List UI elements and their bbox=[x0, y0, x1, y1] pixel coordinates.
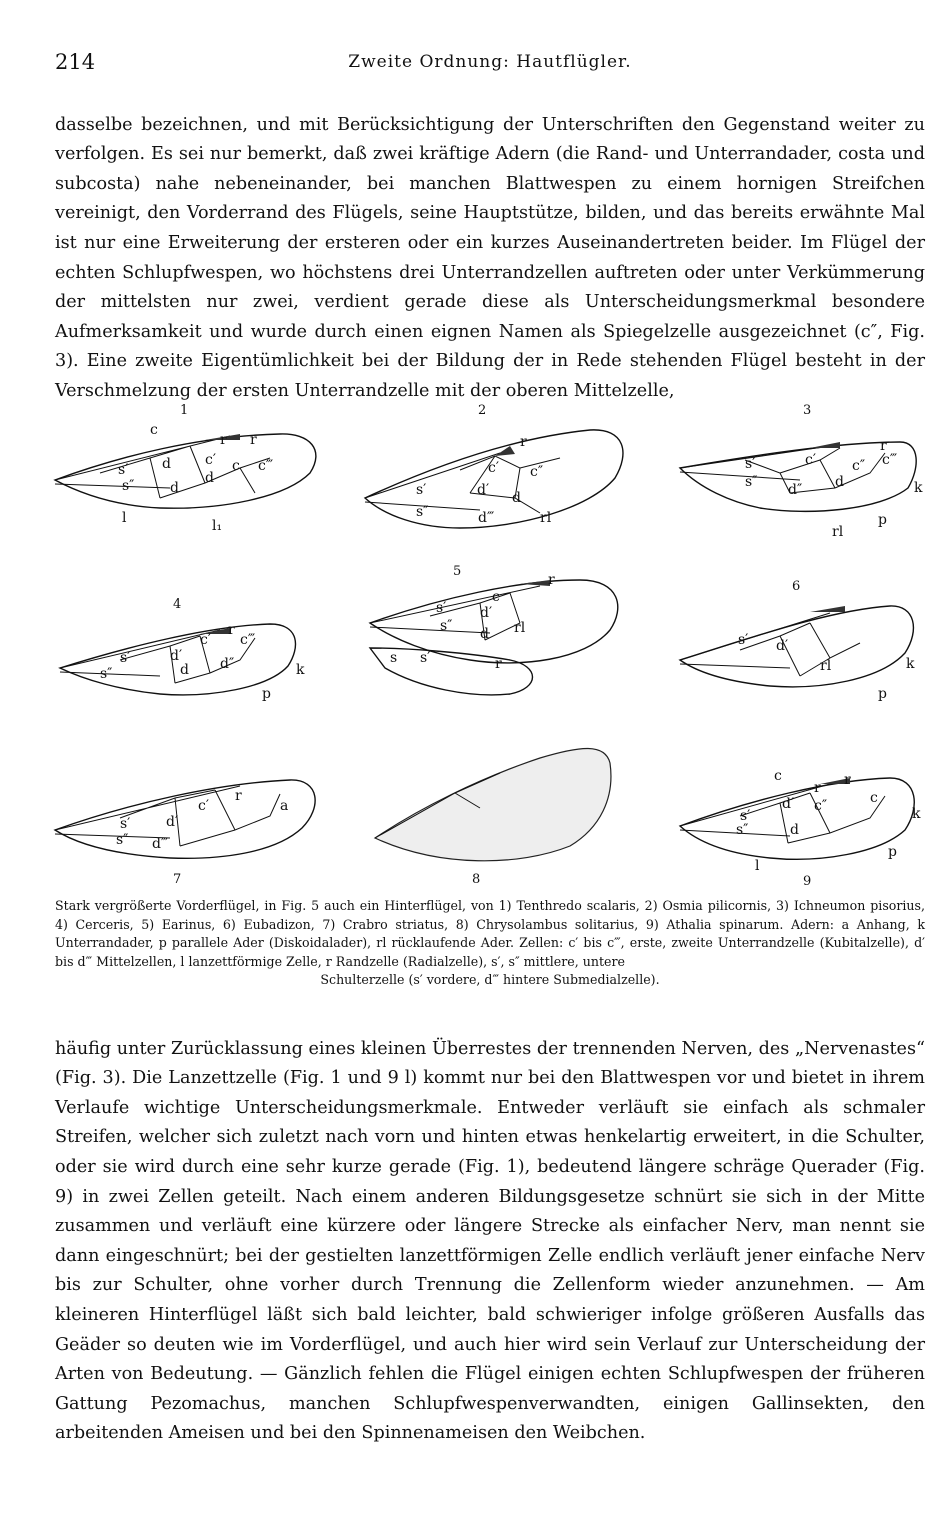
figure-9-wing bbox=[680, 768, 921, 889]
f2-label-d3: d‴ bbox=[478, 510, 495, 526]
figure-caption bbox=[55, 897, 925, 990]
f9-label-c: c bbox=[870, 790, 878, 806]
f1-label-c: c bbox=[150, 422, 158, 438]
f5-label-c: c bbox=[492, 589, 500, 605]
f5-label-s1: s′ bbox=[436, 600, 447, 616]
page-header bbox=[55, 50, 925, 78]
f5-label-d: d bbox=[480, 626, 489, 642]
f9-label-s2: s″ bbox=[736, 822, 749, 838]
caption-line-1: Stark vergrößerte Vorderflügel, in Fig. 5 auch ein Hinterflügel, von 1) Tenthredo scalaris, 2) Osmia pilicornis, 3) Ichneumon pisorius, 4) Cerceris, 5) Earinus, 6) Eubadizon, 7) Crabro striatus, 8) Chrysolambus solitarius, 9) Athalia spinarum. Adern: a Anhang, k Unterrandader, p parallele Ader (Diskoidalader), rl rücklaufende Ader. Zellen: c′ bis c‴, erste, zweite Unterrandzelle (Kubitalzelle), d′ bis d‴ Mittelzellen, l lanzettförmige Zelle, r Randzelle (Radialzelle), s′, s″ mittlere, untere bbox=[55, 898, 925, 969]
f7-label-d1: d′ bbox=[166, 814, 179, 830]
f1-label-r1: r bbox=[220, 432, 227, 448]
f3-label-c1: c′ bbox=[805, 452, 817, 468]
fig-number-1: 1 bbox=[180, 403, 189, 418]
figure-4-wing bbox=[60, 597, 305, 702]
f9-label-c: c bbox=[774, 768, 782, 784]
f4-label-d: d bbox=[180, 662, 189, 678]
f5-label-rl: rl bbox=[514, 620, 526, 636]
f4-label-r: r bbox=[228, 622, 235, 638]
f4-label-k: k bbox=[296, 662, 305, 678]
figure-8-wing bbox=[375, 748, 611, 887]
f7-label-s2: s″ bbox=[116, 832, 129, 848]
f9-label-d1: d′ bbox=[782, 796, 795, 812]
paragraph-1: dasselbe bezeichnen, und mit Berücksichtigung der Unterschriften den Gegenstand weiter zu verfolgen. Es sei nur bemerkt, daß zwei kräftige Adern (die Rand- und Unterrandader, costa und subcosta) nahe nebeneinander, bei manchen Blattwespen zu einem hornigen Streifchen vereinigt, den Vorderrand des Flügels, seine Hauptstütze, bilden, und das bereits erwähnte Mal ist nur eine Erweiterung der ersteren oder ein kurzes Auseinandertreten beider. Im Flügel der echten Schlupfwespen, wo höchstens drei Unterrandzellen auftreten oder unter Verkümmerung der mittelsten nur zwei, verdient gerade diese als Unterscheidungsmerkmal besondere Aufmerksamkeit und wurde durch einen eignen Namen als Spiegelzelle ausgezeichnet (c″, Fig. 3). Eine zweite Eigentümlichkeit bei der Bildung der in Rede stehenden Flügel besteht in der Verschmelzung der ersten Unterrandzelle mit der oberen Mittelzelle, bbox=[55, 114, 925, 401]
f4-label-c1: c′ bbox=[200, 632, 212, 648]
f3-label-rl: rl bbox=[832, 524, 844, 540]
f3-label-s2: s″ bbox=[745, 474, 758, 490]
figure-5-wing bbox=[370, 564, 618, 695]
f6-label-p: p bbox=[878, 686, 887, 702]
figure-3-wing bbox=[680, 403, 923, 540]
fig-number-6: 6 bbox=[792, 579, 801, 594]
f7-label-a: a bbox=[280, 798, 289, 814]
f3-label-c2: c″ bbox=[852, 458, 866, 474]
f4-label-s2: s″ bbox=[100, 666, 113, 682]
f2-label-s1: s′ bbox=[416, 482, 427, 498]
paragraph-2: häufig unter Zurücklassung eines kleinen Überrestes der trennenden Nerven, des „Nervenastes“ (Fig. 3). Die Lanzettzelle (Fig. 1 und 9 l) kommt nur bei den Blattwespen vor und bietet in ihrem Verlaufe wichtige Unterscheidungsmerkmale. Entweder verläuft sie einfach als schmaler Streifen, welcher sich zuletzt nach vorn und hinten etwas henkelartig erweitert, in die Schulter, oder sie wird durch eine sehr kurze gerade (Fig. 1), bedeutend längere schräge Querader (Fig. 9) in zwei Zellen geteilt. Nach einem anderen Bildungsgesetze schnürt sie sich in der Mitte zusammen und verläuft eine kürzere oder längere Strecke als einfacher Nerv, man nennt sie dann eingeschnürt; bei der gestielten lanzettförmigen Zelle endlich verläuft jener einfache Nerv bis zur Schulter, ohne vorher durch Trennung die Zellenform wieder anzunehmen. — Am kleineren Hinterflügel läßt sich bald leichter, bald schwieriger infolge größeren Ausfalls das Geäder so deuten wie im Vorderflügel, und auch hier wird sein Verlauf zur Unterscheidung der Arten von Bedeutung. — Gänzlich fehlen die Flügel einigen echten Schlupfwespen der früheren Gattung Pezomachus, manchen Schlupfwespenverwandten, einigen Gallinsekten, den arbeitenden Ameisen und bei den Spinnenameisen den Weibchen. bbox=[55, 1038, 925, 1444]
f9-label-d: d bbox=[790, 822, 799, 838]
f2-label-r: r bbox=[520, 434, 527, 450]
f1-label-s2: s″ bbox=[122, 478, 135, 494]
f9-label-c2: c″ bbox=[814, 798, 828, 814]
f5-label-r2: r bbox=[495, 656, 502, 672]
fig-number-7: 7 bbox=[173, 872, 182, 887]
f9-label-r1: r bbox=[814, 780, 821, 796]
f2-label-d1: d′ bbox=[477, 482, 490, 498]
f9-label-p: p bbox=[888, 844, 897, 860]
fig-number-3: 3 bbox=[803, 403, 812, 418]
f9-label-l: l bbox=[755, 858, 760, 874]
f2-label-rl: rl bbox=[540, 510, 552, 526]
f1-label-d3: d bbox=[205, 470, 214, 486]
f4-label-d1: d′ bbox=[170, 648, 183, 664]
f3-label-p: p bbox=[878, 512, 887, 528]
f4-label-p: p bbox=[262, 686, 271, 702]
f7-label-s1: s′ bbox=[120, 816, 131, 832]
f1-label-c3: c‴ bbox=[258, 458, 274, 474]
f3-label-s1: s′ bbox=[745, 456, 756, 472]
fig-number-2: 2 bbox=[478, 403, 487, 418]
figure-1-wing bbox=[55, 403, 316, 534]
fig-number-5: 5 bbox=[453, 564, 462, 579]
f7-label-c1: c′ bbox=[198, 798, 210, 814]
f2-label-c1: c′ bbox=[488, 460, 500, 476]
page-number: 214 bbox=[55, 50, 96, 74]
wing-venation-figure bbox=[40, 398, 930, 893]
f1-label-d2: d bbox=[170, 480, 179, 496]
f3-label-c3: c‴ bbox=[882, 452, 898, 468]
f1-label-l1: l₁ bbox=[212, 518, 223, 534]
f9-label-k: k bbox=[912, 806, 921, 822]
f2-label-s2: s″ bbox=[416, 504, 429, 520]
f3-label-d: d bbox=[835, 474, 844, 490]
fig-number-9: 9 bbox=[803, 874, 812, 889]
f1-label-s1: s′ bbox=[118, 462, 129, 478]
f1-label-r2: r bbox=[250, 432, 257, 448]
f5-label-s1b: s′ bbox=[420, 650, 431, 666]
f1-label-c: c bbox=[232, 458, 240, 474]
fig-number-8: 8 bbox=[472, 872, 481, 887]
f6-label-rl: rl bbox=[820, 658, 832, 674]
f3-label-r: r bbox=[880, 438, 887, 454]
f7-label-d3: d‴ bbox=[152, 836, 169, 852]
f7-label-r: r bbox=[235, 788, 242, 804]
f5-label-s: s bbox=[390, 650, 398, 666]
f6-label-k: k bbox=[906, 656, 915, 672]
f1-label-c1: c′ bbox=[205, 452, 217, 468]
f6-label-s1: s′ bbox=[738, 632, 749, 648]
caption-line-2: Schulterzelle (s′ vordere, d‴ hintere Submedialzelle). bbox=[320, 972, 660, 987]
f3-label-k: k bbox=[914, 480, 923, 496]
f1-label-d: d bbox=[162, 456, 171, 472]
f2-label-d: d bbox=[512, 490, 521, 506]
f9-label-s1: s′ bbox=[740, 808, 751, 824]
f5-label-s2: s″ bbox=[440, 618, 453, 634]
figure-6-wing bbox=[680, 579, 915, 702]
f2-label-c2: c″ bbox=[530, 464, 544, 480]
f6-label-d1: d′ bbox=[776, 638, 789, 654]
wing-figures-svg bbox=[40, 398, 930, 893]
f5-label-r: r bbox=[548, 572, 555, 588]
f4-label-s1: s′ bbox=[120, 650, 131, 666]
fig-number-4: 4 bbox=[173, 597, 182, 612]
figure-2-wing bbox=[365, 403, 623, 528]
f9-label-r2: r bbox=[844, 772, 851, 788]
f3-label-d2: d″ bbox=[788, 482, 803, 498]
figure-7-wing bbox=[55, 780, 315, 887]
f1-label-l: l bbox=[122, 510, 127, 526]
f4-label-c3: c‴ bbox=[240, 632, 256, 648]
f5-label-d1: d′ bbox=[480, 605, 493, 621]
f4-label-d2: d″ bbox=[220, 656, 235, 672]
running-title: Zweite Ordnung: Hautflügler. bbox=[348, 52, 632, 72]
